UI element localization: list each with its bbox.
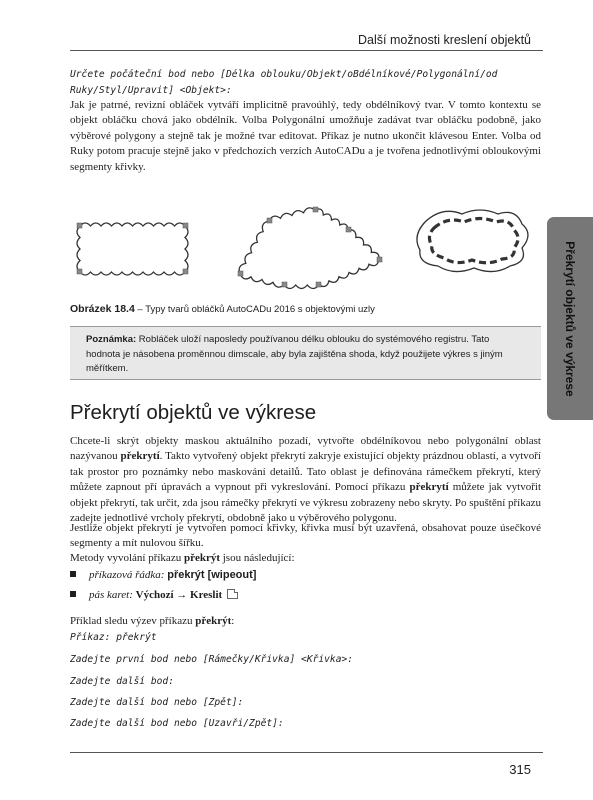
page-number: 315 xyxy=(509,762,531,777)
bullet-command-line xyxy=(70,569,256,581)
ribbon-tab: Výchozí xyxy=(135,589,174,601)
polygonal-cloud-grips xyxy=(238,207,382,287)
paragraph-wipeout-intro xyxy=(70,434,541,526)
paragraph-revision-cloud: Jak je patrné, revizní obláček vytváří implicitně pravoúhlý, tedy obdélníkový tvar. V tomto kontextu se objekt obláčku chová jako obdélník. Volba Polygonální umožňuje zadávat tvar obláčku podobně, jako výběrové polygony a stejně tak je možné tvar editovat. Příkaz je nutno ukončit klávesou Enter. Volba od Ruky potom pracuje stejně jako v předchozích verzích AutoCADu a je tvořena jednotlivými obloukovými segmenty křivky. xyxy=(70,99,541,173)
text-span: Chcete-li skrýt objekty maskou aktuálního pozadí, vytvořte obdélníkovou nebo polygonální oblast nazývanou xyxy=(70,435,541,463)
command-sequence-line: Zadejte další bod: xyxy=(70,676,174,687)
figure-caption-text: – Typy tvarů obláčků AutoCADu 2016 s objektovými uzly xyxy=(134,304,375,315)
term-bold: překrytí xyxy=(120,450,160,463)
bullet-label: příkazová řádka: xyxy=(89,569,165,581)
note-body: Robláček uloží naposledy používanou délku oblouku do systémového registru. Tato hodnota je násobena proměnnou dimscale, aby byla zajištěna shoda, když použijete výkres s jiným měřítkem. xyxy=(86,334,503,374)
bullet-command: překrýt [wipeout] xyxy=(167,569,257,581)
command-prompt-line: Určete počáteční bod nebo [Délka oblouku/Objekt/oBdélníkové/Polygonální/od Ruky/Styl/Upravit] <Objekt>: xyxy=(70,69,498,96)
term-bold: překrýt xyxy=(183,552,220,564)
freehand-cloud xyxy=(417,210,528,272)
note-text xyxy=(86,333,525,377)
command-sequence-line: Zadejte další bod nebo [Uzavři/Zpět]: xyxy=(70,718,284,729)
footer-rule xyxy=(70,752,543,753)
text-span: můžete jak vytvořit objekt překrytí, tak určit, zda jsou rámečky překrytí ve výkresu zobrazeny nebo skryty. Po spuštění příkazu zadejte jednotlivé vrcholy překrytí, obdobně jako u výběrového polygonu. xyxy=(70,481,541,525)
paragraph-polyline-rule: Jestliže objekt překrytí je vytvořen pomocí křivky, křivka musí být uzavřená, obsahovat pouze úsečkové segmenty a mít nulovou šířku. xyxy=(70,522,541,550)
text-span: jsou následující: xyxy=(220,552,295,564)
panel-launcher-icon xyxy=(227,589,238,599)
figure-caption-label: Obrázek 18.4 xyxy=(70,303,135,315)
running-header: Další možnosti kreslení objektů xyxy=(358,33,531,47)
command-sequence-line: Zadejte první bod nebo [Rámečky/Křivka] <Křivka>: xyxy=(70,654,354,665)
note-label: Poznámka: xyxy=(86,334,137,345)
ribbon-panel: Kreslit xyxy=(190,589,223,601)
bullet-label: pás karet: xyxy=(89,589,133,601)
figure-caption xyxy=(70,303,541,315)
arrow-icon: → xyxy=(176,589,188,601)
section-heading: Překrytí objektů ve výkrese xyxy=(70,401,317,424)
text-span: Metody vyvolání příkazu xyxy=(70,552,184,564)
cloud-shapes-illustration xyxy=(70,202,541,292)
paragraph-example-sequence xyxy=(70,614,234,629)
paragraph-methods xyxy=(70,551,541,566)
command-sequence-line: Příkaz: překrýt xyxy=(70,632,157,643)
text-span: . Takto vytvořený objekt překrytí zakryje existující objekty prázdnou oblastí, a vytvoří tak prostor pro poznámky nebo maskování detailů. Tato oblast je definována rámečkem překrytí, který můžete zapnout pří úpravách a vypnout při vykreslování. Pomocí příkazu xyxy=(70,450,541,494)
term-bold: překrytí xyxy=(409,481,449,494)
bullet-square-icon xyxy=(70,591,76,597)
side-tab-label: Překrytí objektů ve výkrese xyxy=(563,240,577,397)
command-sequence-line: Zadejte další bod nebo [Zpět]: xyxy=(70,697,244,708)
text-span: : xyxy=(231,615,235,627)
polygonal-cloud xyxy=(239,208,379,289)
bullet-square-icon xyxy=(70,571,76,577)
term-bold: překrýt xyxy=(195,615,232,627)
bullet-ribbon xyxy=(70,589,238,601)
rectangular-cloud-grips xyxy=(77,223,188,274)
figure-cloud-shapes xyxy=(70,202,541,292)
note-box xyxy=(70,326,541,380)
rectangular-cloud xyxy=(77,223,188,275)
text-span: Příklad sledu výzev příkazu xyxy=(70,615,196,627)
header-rule xyxy=(70,50,543,51)
side-chapter-tab xyxy=(547,217,593,420)
